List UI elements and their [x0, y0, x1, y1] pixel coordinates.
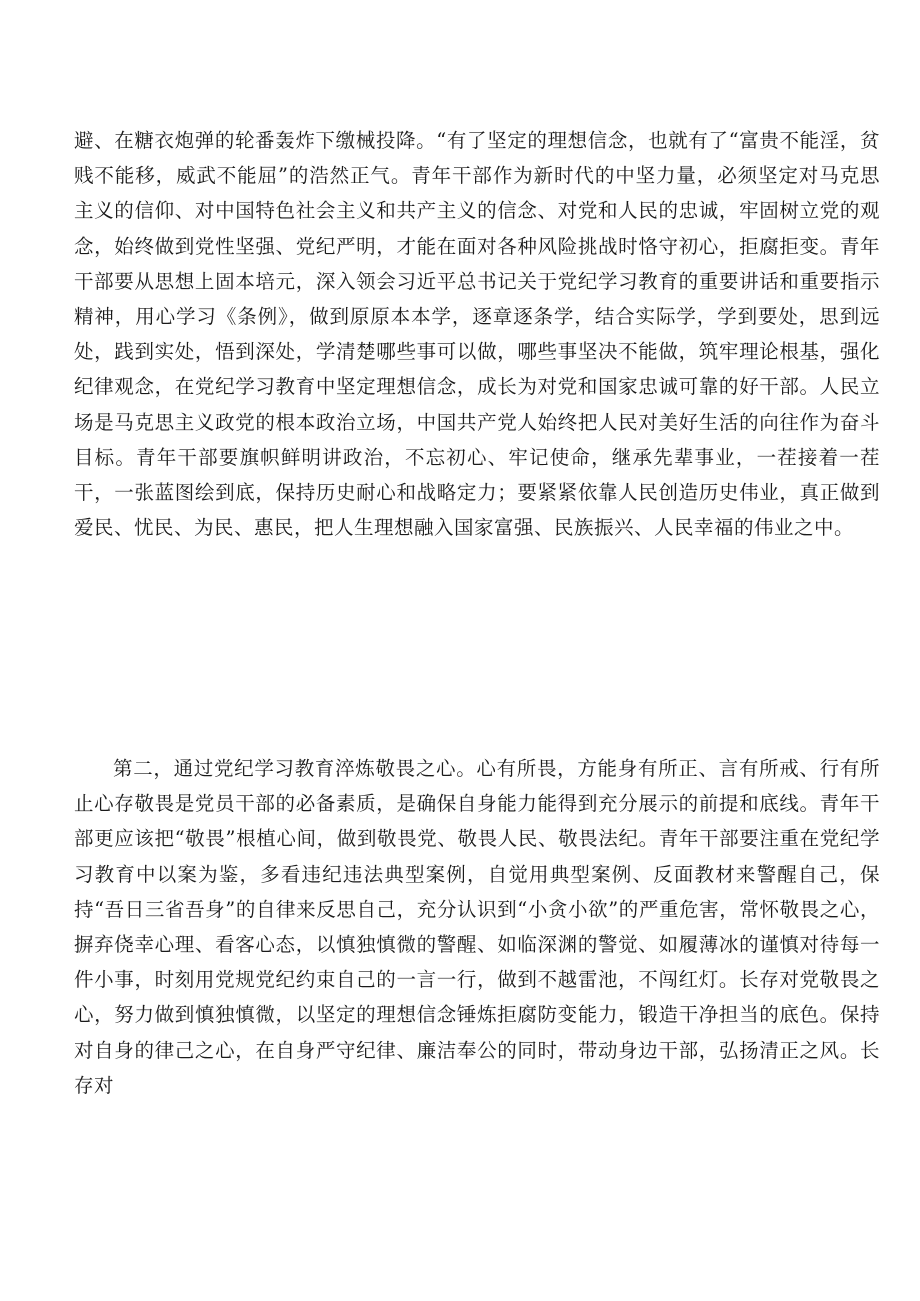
body-paragraph-2: 第二，通过党纪学习教育淬炼敬畏之心。心有所畏，方能身有所正、言有所戒、行有所止心存敬畏是党员干部的必备素质，是确保自身能力能得到充分展示的前提和底线。青年干部更应该把“敬畏”根植心间，做到敬畏党、敬畏人民、敬畏法纪。青年干部要注重在党纪学习教育中以案为鉴，多看违纪违法典型案例，自觉用典型案例、反面教材来警醒自己，保持“吾日三省吾身”的自律来反思自己，充分认识到“小贪小欲”的严重危害，常怀敬畏之心，摒弃侥幸心理、看客心态，以慎独慎微的警醒、如临深渊的警觉、如履薄冰的谨慎对待每一件小事，时刻用党规党纪约束自己的一言一行，做到不越雷池，不闯红灯。长存对党敬畏之心，努力做到慎独慎微，以坚定的理想信念锤炼拒腐防变能力，锻造干净担当的底色。保持对自身的律己之心，在自身严守纪律、廉洁奉公的同时，带动身边干部，弘扬清正之风。长存对 — [74, 757, 880, 1097]
body-paragraph-1: 避、在糖衣炮弹的轮番轰炸下缴械投降。“有了坚定的理想信念，也就有了“富贵不能淫，贫贱不能移，威武不能屈”的浩然正气。青年干部作为新时代的中坚力量，必须坚定对马克思主义的信仰、对中国特色社会主义和共产主义的信念、对党和人民的忠诚，牢固树立党的观念，始终做到党性坚强、党纪严明，才能在面对各种风险挑战时恪守初心，拒腐拒变。青年干部要从思想上固本培元，深入领会习近平总书记关于党纪学习教育的重要讲话和重要指示精神，用心学习《条例》，做到原原本本学，逐章逐条学，结合实际学，学到要处，思到远处，践到实处，悟到深处，学清楚哪些事可以做，哪些事坚决不能做，筑牢理论根基，强化纪律观念，在党纪学习教育中坚定理想信念，成长为对党和国家忠诚可靠的好干部。人民立场是马克思主义政党的根本政治立场，中国共产党人始终把人民对美好生活的向往作为奋斗目标。青年干部要旗帜鲜明讲政治，不忘初心、牢记使命，继承先辈事业，一茬接着一茬干，一张蓝图绘到底，保持历史耐心和战略定力；要紧紧依靠人民创造历史伟业，真正做到爱民、忧民、为民、惠民，把人生理想融入国家富强、民族振兴、人民幸福的伟业之中。 — [74, 129, 880, 540]
